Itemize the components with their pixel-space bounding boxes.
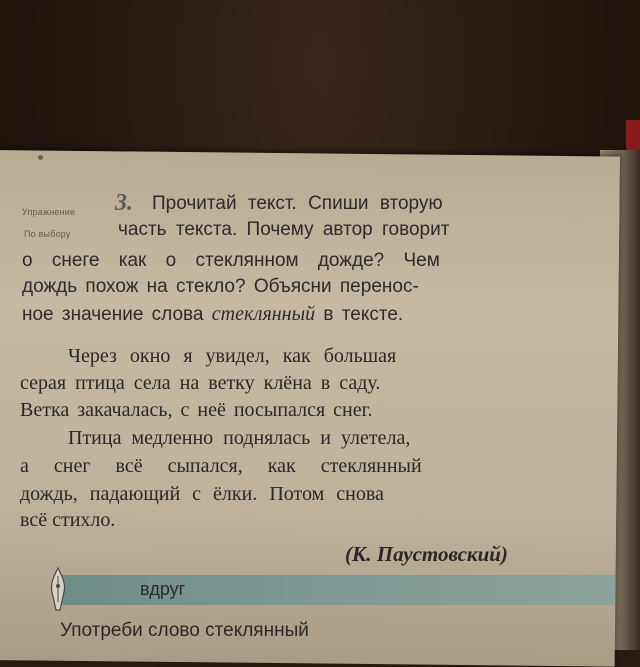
vocabulary-word: вдруг [140, 579, 186, 599]
story-line-2: серая птица села на ветку клёна в саду. [20, 372, 381, 394]
story-line-1: Через окно я увидел, как большая [68, 345, 397, 367]
task-line-5 [22, 303, 403, 326]
exercise-label: Упражнение [22, 207, 76, 217]
vocabulary-band [55, 575, 615, 605]
page-dot [38, 155, 43, 160]
task-line-4: дождь похож на стекло? Объясни перенос- [22, 276, 419, 297]
task-line-5-suffix: в тексте. [315, 304, 404, 325]
story-line-3: Ветка закачалась, с неё посыпался снег. [20, 399, 373, 421]
story-line-7: всё стихло. [20, 509, 116, 531]
story-line-5: а снег всё сыпался, как стеклянный [20, 455, 422, 477]
story-author: (К. Паустовский) [345, 542, 508, 566]
task-line-2: часть текста. Почему автор говорит [118, 219, 450, 240]
story-line-6: дождь, падающий с ёлки. Потом снова [20, 483, 384, 505]
next-task-line: Употреби слово стеклянный [60, 620, 309, 641]
optional-label: По выбору [24, 229, 71, 239]
task-line-3: о снеге как о стеклянном дожде? Чем [22, 250, 440, 271]
task-line-1: Прочитай текст. Спиши вторую [152, 193, 443, 214]
task-line-5-prefix: ное значение слова [22, 304, 212, 325]
pen-nib-icon [46, 566, 70, 614]
story-line-4: Птица медленно поднялась и улетела, [68, 427, 411, 449]
exercise-number: 3. [115, 190, 133, 216]
highlighted-word: стеклянный [211, 303, 316, 325]
